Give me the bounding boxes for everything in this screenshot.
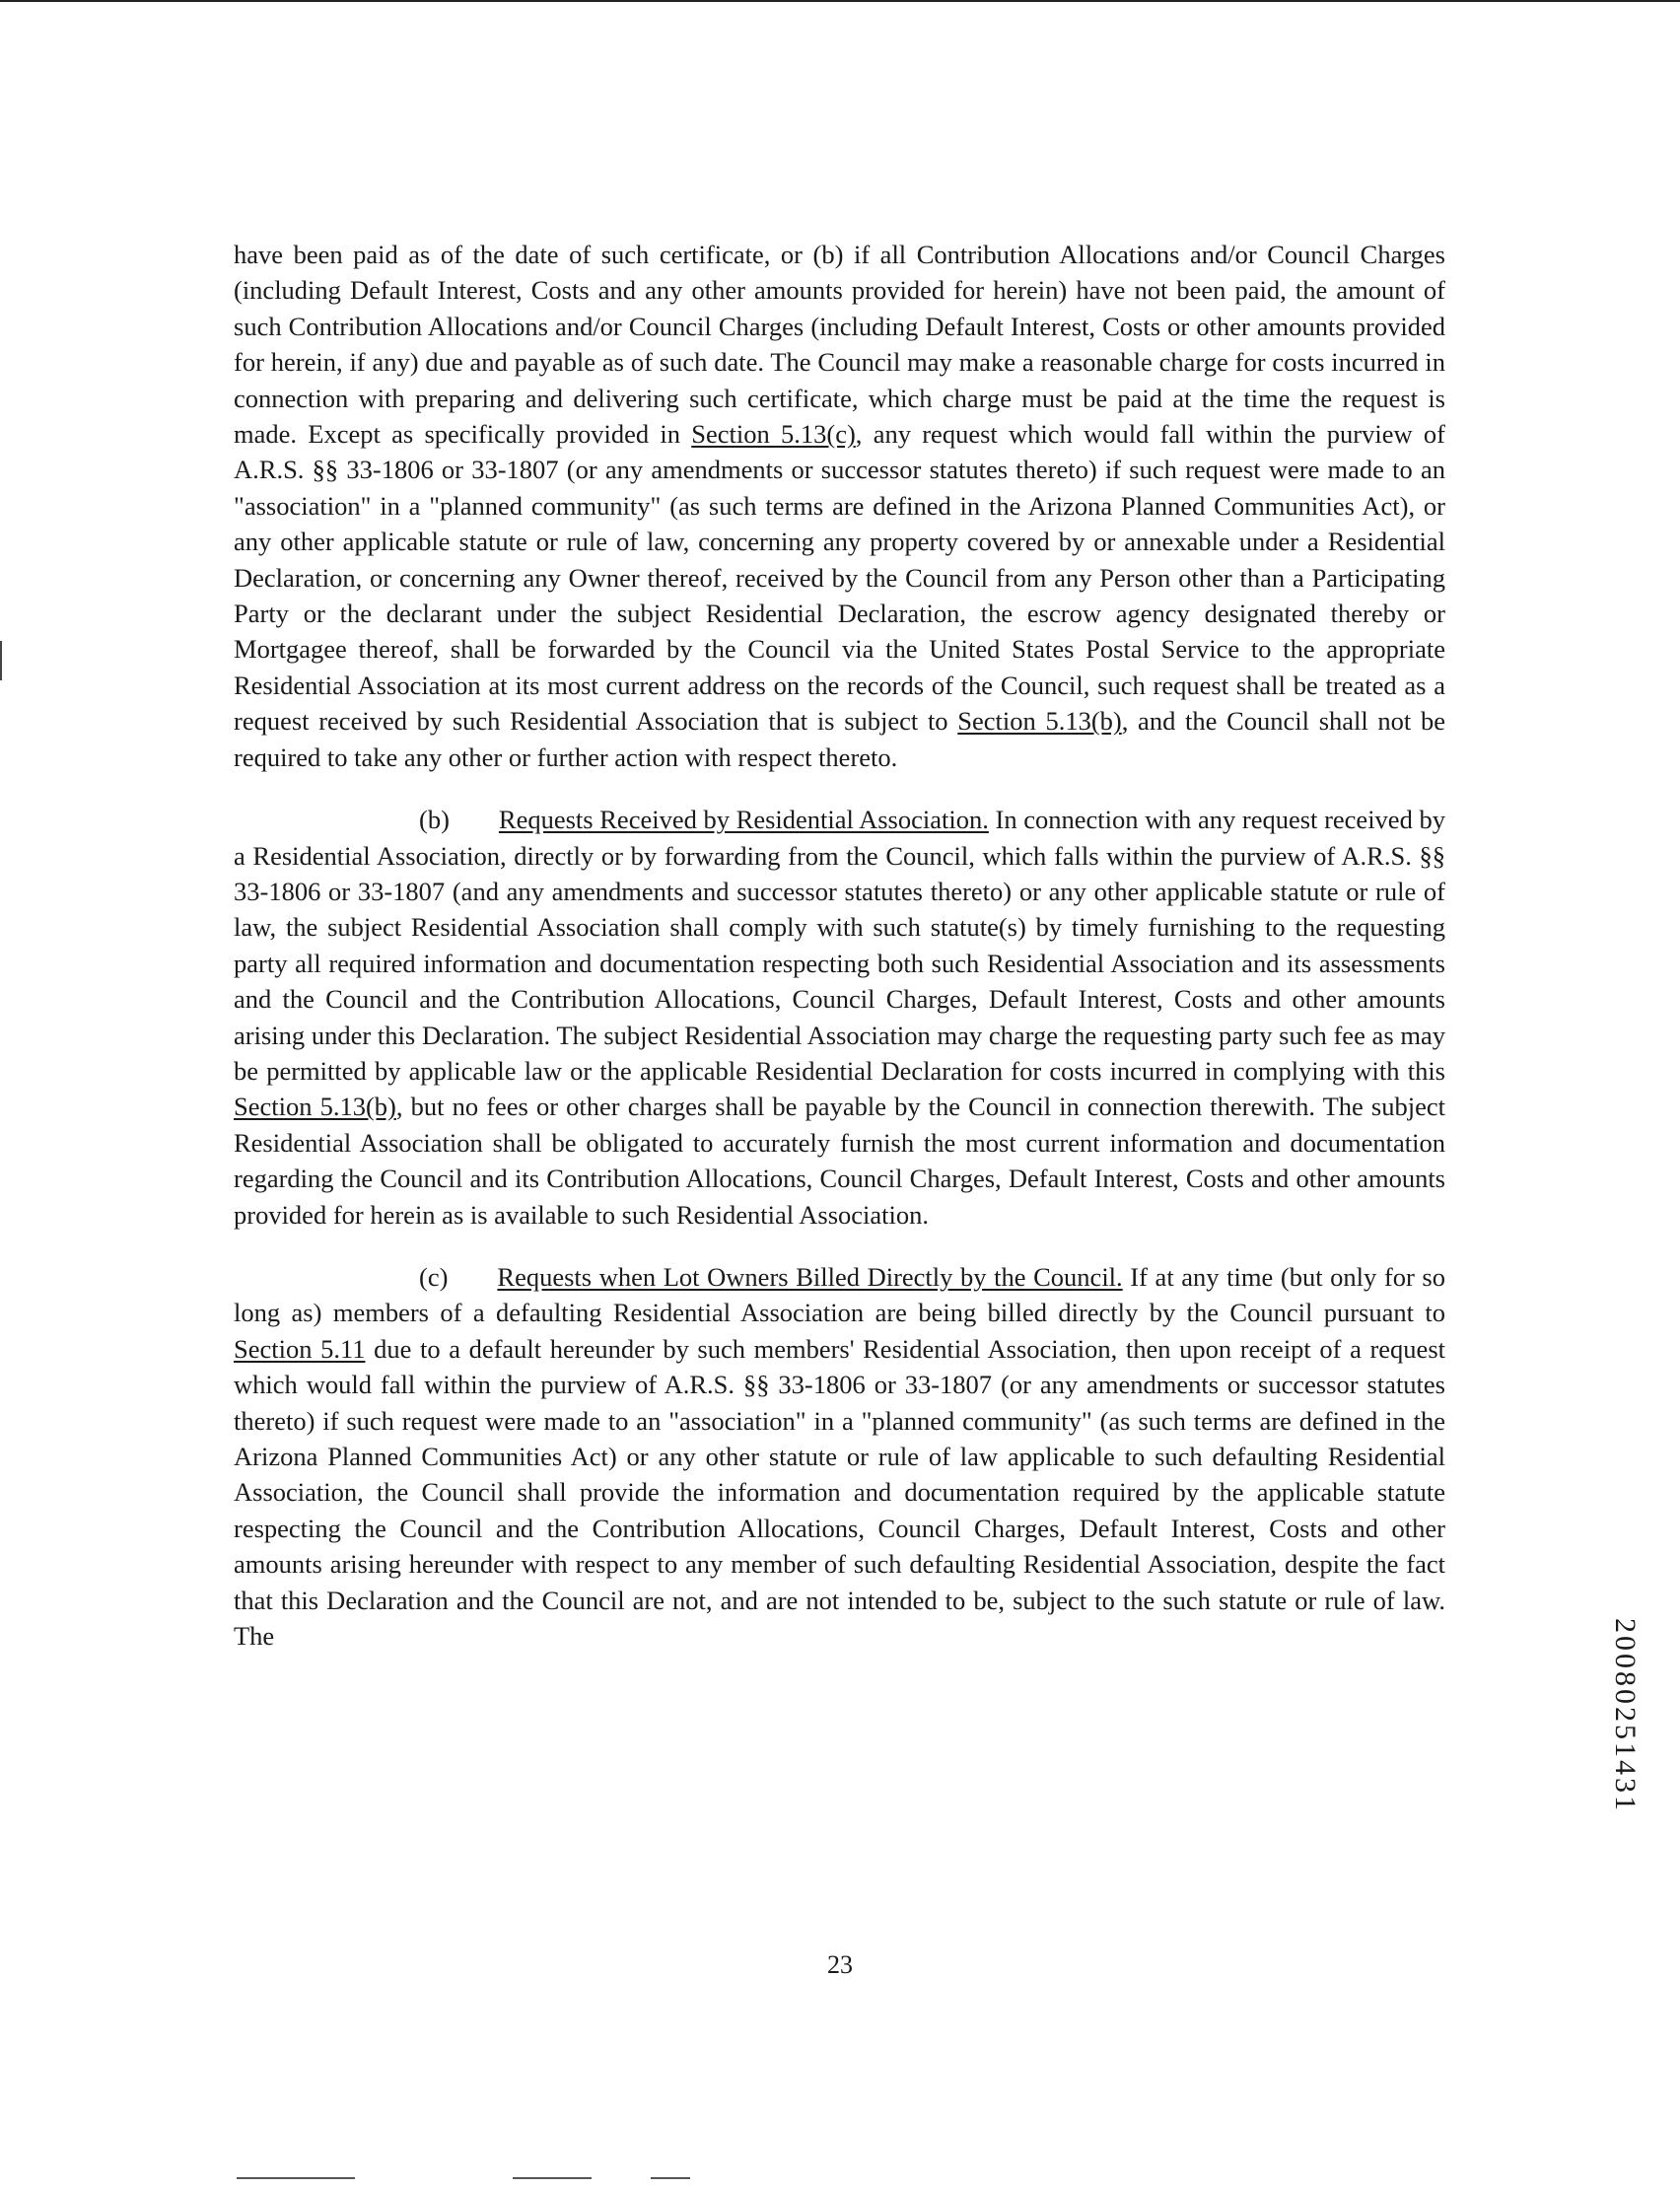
document-body bbox=[234, 237, 1445, 1680]
section-reference: Section 5.13(c) bbox=[691, 419, 856, 450]
section-reference: Section 5.13(b) bbox=[957, 706, 1122, 737]
scan-bottom-mark bbox=[651, 2177, 690, 2179]
paragraph-text: due to a default hereunder by such members' Residential Association, then upon receipt of a request which would fall within the purview of A.R.S. §§ 33-1806 or 33-1807 (or any amendments or successor statutes thereto) if such request were made to an "association" in a "planned community" (as such terms are defined in the Arizona Planned Communities Act) or any other statute or rule of law applicable to such defaulting Residential Association, the Council shall provide the information and documentation required by the applicable statute respecting the Council and the Contribution Allocations, Council Charges, Default Interest, Costs and other amounts arising hereunder with respect to any member of such defaulting Residential Association, despite the fact that this Declaration and the Council are not, and are not intended to be, subject to the such statute or rule of law. The bbox=[234, 1333, 1445, 1652]
section-reference: Section 5.13(b) bbox=[234, 1092, 396, 1122]
paragraph-text: In connection with any request received by a Residential Association, directly or by forwarding from the Council, which falls within the purview of A.R.S. §§ 33-1806 or 33-1807 (and any amendments and successor statutes thereto) or any other applicable statute or rule of law, the subject Residential Association shall comply with such statute(s) by timely furnishing to the requesting party all required information and documentation respecting both such Residential Association and its assessments and the Council and the Contribution Allocations, Council Charges, Default Interest, Costs and other amounts arising under this Declaration. The subject Residential Association may charge the requesting party such fee as may be permitted by applicable law or the applicable Residential Declaration for costs incurred in complying with this bbox=[234, 805, 1445, 1086]
paragraph-label: (c) bbox=[419, 1261, 449, 1292]
paragraph-text: , but no fees or other charges shall be payable by the Council in connection therewith. The subject Residential Association shall be obligated to accurately furnish the most current information and documentation regarding the Council and its Contribution Allocations, Council Charges, Default Interest, Costs and other amounts provided for herein as is available to such Residential Association. bbox=[234, 1092, 1445, 1230]
paragraph-text: , and the Council shall not be required to take any other or further action with respect thereto. bbox=[234, 706, 1446, 772]
scan-bottom-mark bbox=[513, 2177, 592, 2179]
paragraph-text: If at any time (but only for so long as) members of a defaulting Residential Association are being billed directly by the Council pursuant to bbox=[234, 1261, 1445, 1328]
section-reference: Section 5.11 bbox=[234, 1333, 366, 1364]
recording-number-stamp bbox=[1605, 1578, 1645, 1854]
paragraph-b bbox=[234, 802, 1445, 1233]
scan-margin-mark bbox=[0, 641, 2, 680]
paragraph-text: have been paid as of the date of such certificate, or (b) if all Contribution Allocations and/or Council Charges (including Default Interest, Costs and any other amounts provided for herein) have not been paid, the amount of such Contribution Allocations and/or Council Charges (including Default Interest, Costs or other amounts provided for herein, if any) due and payable as of such date. The Council may make a reasonable charge for costs incurred in connection with preparing and delivering such certificate, which charge must be paid at the time the request is made. Except as specifically provided in bbox=[234, 240, 1445, 450]
page-number: 23 bbox=[827, 1950, 853, 1979]
paragraph-continuation bbox=[234, 237, 1445, 775]
paragraph-heading: Requests when Lot Owners Billed Directly by the Council. bbox=[497, 1261, 1123, 1292]
paragraph-heading: Requests Received by Residential Association. bbox=[498, 805, 989, 835]
paragraph-c bbox=[234, 1259, 1445, 1654]
top-scan-edge bbox=[0, 0, 1680, 2]
scan-bottom-mark bbox=[237, 2177, 355, 2179]
recording-number: 20080251431 bbox=[1609, 1618, 1642, 1813]
paragraph-label: (b) bbox=[419, 805, 450, 835]
paragraph-text: , any request which would fall within the purview of A.R.S. §§ 33-1806 or 33-1807 (or any amendments or successor statutes thereto) if such request were made to an "association" in a "planned community" (as such terms are defined in the Arizona Planned Communities Act), or any other applicable statute or rule of law, concerning any property covered by or annexable under a Residential Declaration, or concerning any Owner thereof, received by the Council from any Person other than a Participating Party or the declarant under the subject Residential Declaration, the escrow agency designated thereby or Mortgagee thereof, shall be forwarded by the Council via the United States Postal Service to the appropriate Residential Association at its most current address on the records of the Council, such request shall be treated as a request received by such Residential Association that is subject to bbox=[234, 419, 1445, 737]
